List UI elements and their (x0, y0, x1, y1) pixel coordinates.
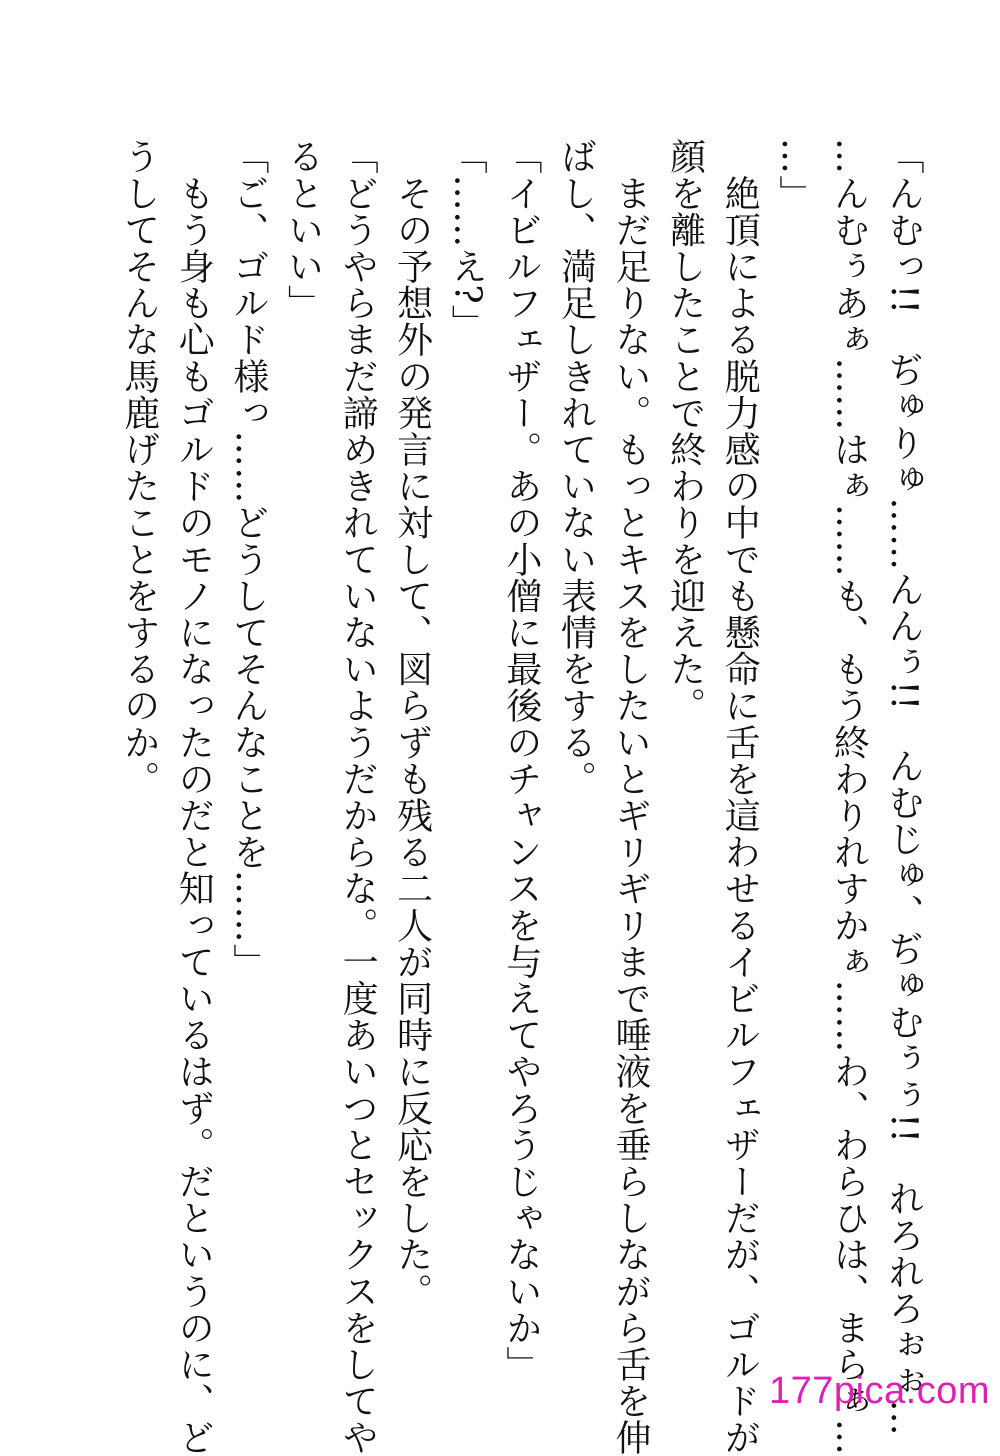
text-line-14: もう身も心もゴルドのモノになったのだと知っているはず。だというのに、ど (173, 138, 215, 1456)
text-line-11: 「どうやらまだ諦めきれていないようだからな。一度あいつとセックスをしてや (337, 138, 379, 1456)
text-line-6: まだ足りない。もっとキスをしたいとギリギリまで唾液を垂らしながら舌を伸 (610, 138, 652, 1456)
text-line-10: その予想外の発言に対して、図らずも残る二人が同時に反応をした。 (391, 138, 433, 1310)
text-line-5: 顔を離したことで終わりを迎えた。 (664, 138, 706, 724)
text-line-4: 絶頂による脱力感の中でも懸命に舌を這わせるイビルフェザーだが、ゴルドが (719, 138, 761, 1456)
text-line-3: …」 (773, 138, 815, 212)
text-line-13: 「ご、ゴルド様っ……どうしてそんなことを……」 (227, 138, 269, 980)
text-line-8: 「イビルフェザー。あの小僧に最後のチャンスを与えてやろうじゃないか」 (500, 138, 542, 1383)
text-line-15: うしてそんな馬鹿げたことをするのか。 (118, 138, 160, 797)
text-line-12: るといい」 (282, 138, 324, 321)
text-line-2: …んむぅあぁ……はぁ……も、もう終わりれすかぁ……わ、わらひは、まらぁ… (828, 138, 870, 1456)
text-line-7: ばし、満足しきれていない表情をする。 (555, 138, 597, 797)
text-line-9: 「……え?」 (446, 138, 488, 341)
site-watermark: 177pica.com (769, 1370, 990, 1412)
text-line-1: 「んむっ!! ぢゅりゅ……んんぅ!! んむじゅ、ぢゅむぅぅ!! れろれろぉぉ… (883, 138, 924, 1437)
